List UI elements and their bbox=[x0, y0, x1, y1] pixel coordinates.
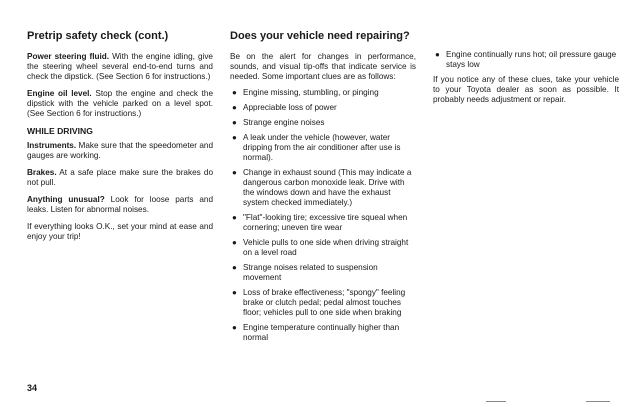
list-item: ● Strange noises related to suspension movement bbox=[232, 263, 378, 282]
page-number: 34 bbox=[27, 383, 38, 393]
list-item: ● Strange engine noises bbox=[232, 118, 325, 127]
paragraph-instruments: Instruments. Make sure that the speedometer and gauges are working. bbox=[27, 141, 213, 160]
paragraph-brakes: Brakes. At a safe place make sure the brakes do not pull. bbox=[27, 168, 213, 187]
bullet-icon: ● bbox=[435, 50, 440, 59]
bullet-icon: ● bbox=[232, 323, 237, 332]
bullet-icon: ● bbox=[232, 103, 237, 112]
list-item: ● "Flat"-looking tire; excessive tire squeal when cornering; uneven tire wear bbox=[232, 213, 408, 232]
scan-mark bbox=[486, 401, 506, 402]
paragraph-engine-oil: Engine oil level. Stop the engine and check the dipstick with the vehicle parked on a level spot. (See Section 6 for instructions.) bbox=[27, 89, 213, 118]
clue-list bbox=[230, 88, 416, 343]
list-item: ● A leak under the vehicle (however, water dripping from the air conditioner after use is normal). bbox=[232, 133, 401, 162]
section-title-pretrip: Pretrip safety check (cont.) bbox=[27, 30, 169, 42]
bullet-icon: ● bbox=[232, 238, 237, 247]
list-item: ● Engine missing, stumbling, or pinging bbox=[232, 88, 379, 97]
list-item: ● Loss of brake effectiveness; "spongy" feeling brake or clutch pedal; pedal almost touches floor; vehicles pull to one side when braking bbox=[232, 288, 406, 317]
bullet-icon: ● bbox=[232, 88, 237, 97]
bullet-icon: ● bbox=[232, 288, 237, 297]
bullet-icon: ● bbox=[232, 168, 237, 177]
list-item: ● Vehicle pulls to one side when driving straight on a level road bbox=[232, 238, 409, 257]
scan-mark bbox=[586, 401, 610, 402]
paragraph-anything-unusual: Anything unusual? Look for loose parts and leaks. Listen for abnormal noises. bbox=[27, 195, 213, 214]
list-item: ● Change in exhaust sound (This may indicate a dangerous carbon monoxide leak. Drive with the windows down and have the exhaust system checked immediately.) bbox=[232, 168, 412, 207]
bullet-icon: ● bbox=[232, 213, 237, 222]
bullet-icon: ● bbox=[232, 263, 237, 272]
section-title-repairing: Does your vehicle need repairing? bbox=[230, 30, 410, 42]
right-column bbox=[433, 50, 619, 112]
bullet-icon: ● bbox=[232, 118, 237, 127]
list-item: ● Engine temperature continually higher than normal bbox=[232, 323, 400, 342]
middle-column bbox=[230, 30, 416, 348]
left-column bbox=[27, 30, 213, 249]
subheading-while-driving: WHILE DRIVING bbox=[27, 126, 93, 136]
bullet-icon: ● bbox=[232, 133, 237, 142]
paragraph-intro: Be on the alert for changes in performance, sounds, and visual tip-offs that indicate service is needed. Some important clues are as follows: bbox=[230, 52, 416, 81]
paragraph-power-steering: Power steering fluid. With the engine idling, give the steering wheel several end-to-end turns and check the dipstick. (See Section 6 for instructions.) bbox=[27, 52, 213, 81]
paragraph-closing: If everything looks O.K., set your mind at ease and enjoy your trip! bbox=[27, 222, 213, 241]
paragraph-dealer-advice: If you notice any of these clues, take your vehicle to your Toyota dealer as soon as possible. It probably needs adjustment or repair. bbox=[433, 75, 619, 104]
clue-list-continued bbox=[433, 50, 619, 70]
list-item: ● Appreciable loss of power bbox=[232, 103, 337, 112]
list-item: ● Engine continually runs hot; oil pressure gauge stays low bbox=[435, 50, 617, 69]
